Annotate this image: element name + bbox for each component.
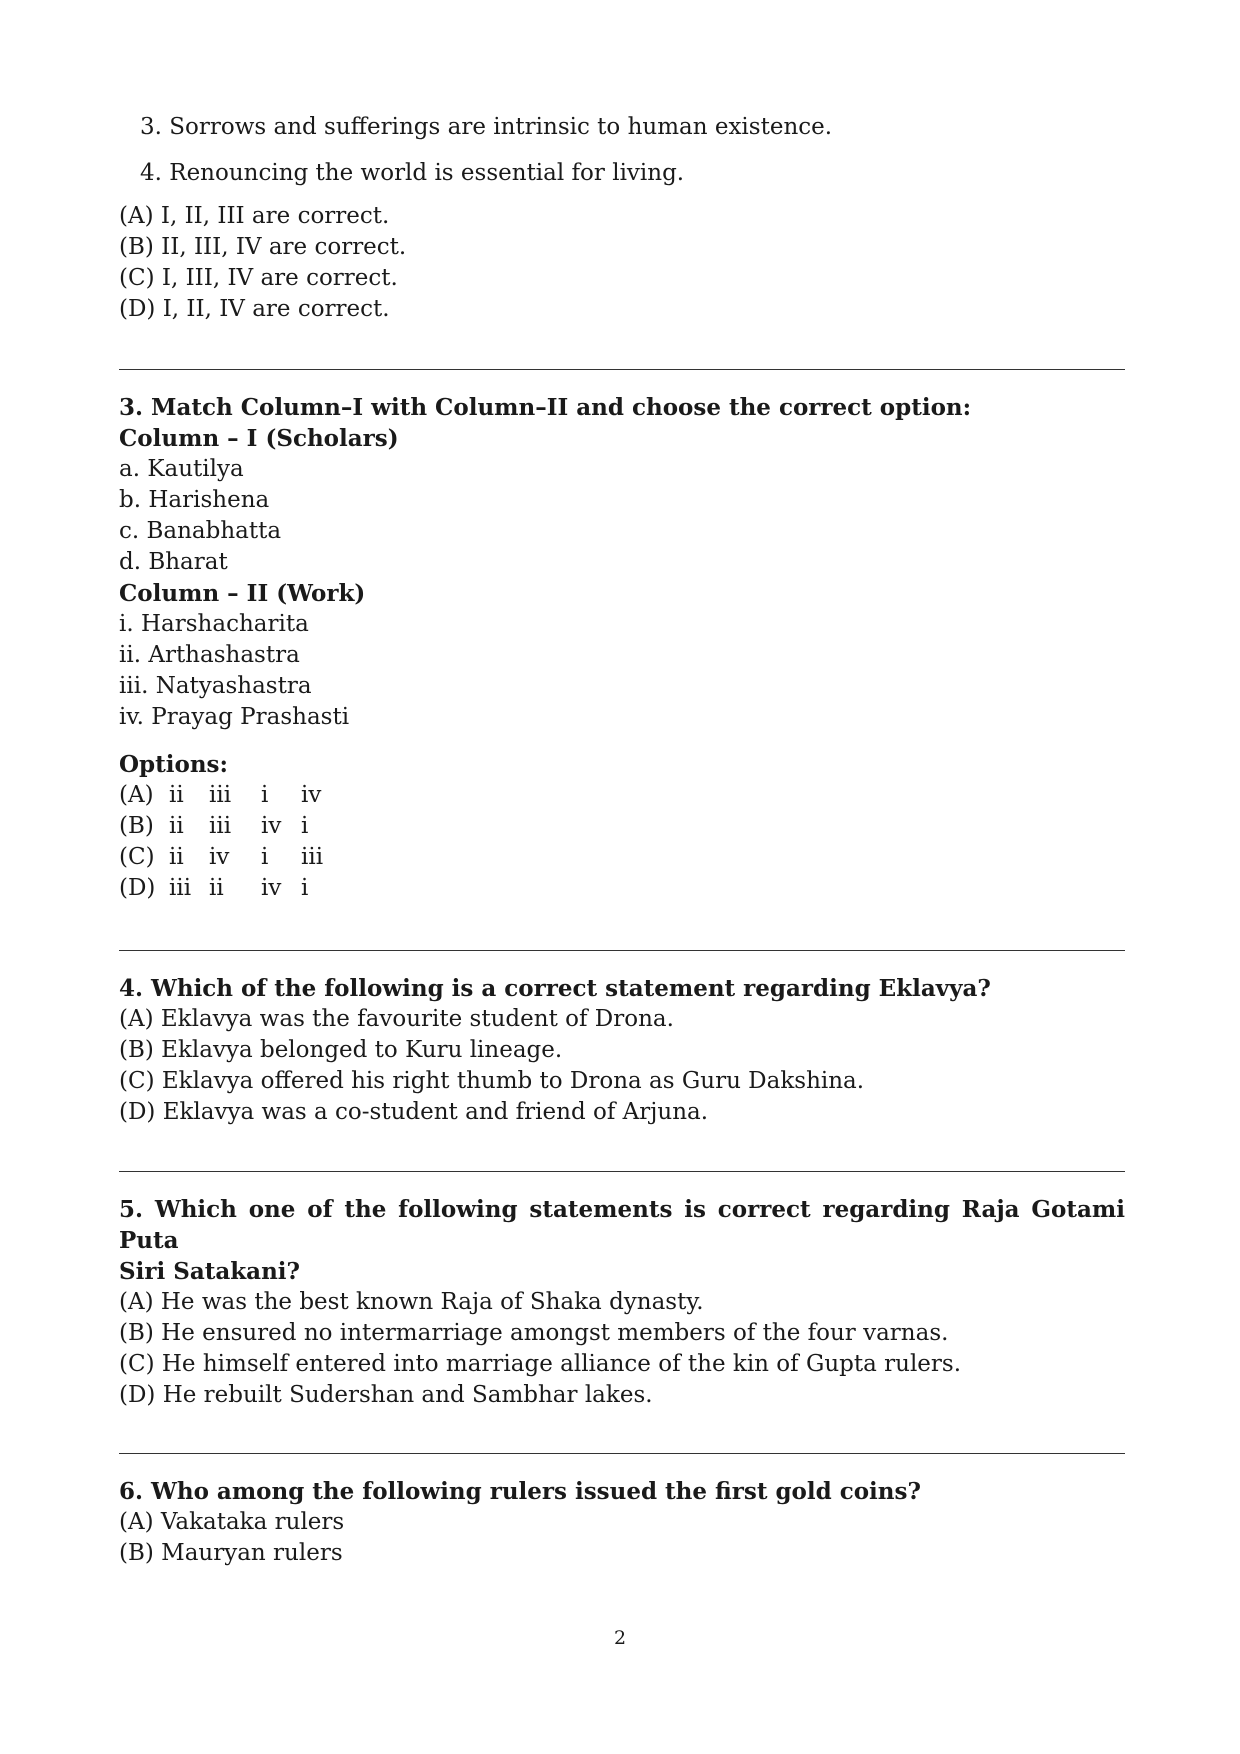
q5-title-line1: 5. Which one of the following statements is correct regarding Raja Gotami Puta [119, 1196, 1125, 1254]
q3-col1-item-a: a. Kautilya [119, 456, 244, 482]
q3-option-cell: iv [261, 875, 282, 901]
q3-options-heading: Options: [119, 751, 228, 778]
q3-option-cell: iv [209, 844, 230, 870]
q3-option-label: (D) [119, 875, 156, 901]
q4-title: 4. Which of the following is a correct statement regarding Eklavya? [119, 975, 991, 1002]
q3-option-cell: ii [169, 844, 184, 870]
q3-option-label: (A) [119, 782, 154, 808]
q5-option-a: (A) He was the best known Raja of Shaka dynasty. [119, 1289, 704, 1315]
q2-option-c: (C) I, III, IV are correct. [119, 265, 398, 291]
q5-option-d: (D) He rebuilt Sudershan and Sambhar lakes. [119, 1382, 653, 1408]
q5-option-c: (C) He himself entered into marriage alliance of the kin of Gupta rulers. [119, 1351, 962, 1377]
page-content [119, 112, 1125, 1569]
q5-title-line2: Siri Satakani? [119, 1258, 301, 1285]
q3-col2-item-i: i. Harshacharita [119, 611, 309, 637]
q3-col1-heading: Column – I (Scholars) [119, 425, 399, 452]
q3-col2-item-iv: iv. Prayag Prashasti [119, 704, 350, 730]
q4-option-b: (B) Eklavya belonged to Kuru lineage. [119, 1037, 563, 1063]
q3-option-cell: i [261, 782, 269, 808]
q3-col1-item-b: b. Harishena [119, 487, 270, 513]
statement-3: 3. Sorrows and sufferings are intrinsic to human existence. [140, 114, 833, 140]
q3-option-cell: iv [301, 782, 322, 808]
q3-option-cell: iii [209, 782, 232, 808]
question-6 [119, 1476, 1125, 1569]
q3-title: 3. Match Column–I with Column–II and choose the correct option: [119, 394, 972, 421]
page-number: 2 [613, 1627, 627, 1649]
q5-option-b: (B) He ensured no intermarriage amongst members of the four varnas. [119, 1320, 949, 1346]
q3-option-cell: ii [209, 875, 224, 901]
q3-option-cell: ii [169, 813, 184, 839]
q3-option-label: (C) [119, 844, 155, 870]
q3-option-cell: iv [261, 813, 282, 839]
q3-col1-item-d: d. Bharat [119, 549, 228, 575]
q3-col2-heading: Column – II (Work) [119, 580, 366, 607]
q6-option-b: (B) Mauryan rulers [119, 1540, 343, 1566]
question-5 [119, 1194, 1125, 1411]
q6-title: 6. Who among the following rulers issued the first gold coins? [119, 1478, 921, 1505]
q4-option-d: (D) Eklavya was a co-student and friend of Arjuna. [119, 1099, 709, 1125]
q2-option-b: (B) II, III, IV are correct. [119, 234, 407, 260]
q3-option-cell: i [301, 813, 309, 839]
q2-continued [119, 112, 1125, 325]
statement-4: 4. Renouncing the world is essential for living. [140, 160, 685, 186]
q3-option-cell: i [261, 844, 269, 870]
q4-option-c: (C) Eklavya offered his right thumb to Drona as Guru Dakshina. [119, 1068, 865, 1094]
q3-option-cell: i [301, 875, 309, 901]
question-3 [119, 392, 1125, 904]
q3-option-cell: iii [301, 844, 324, 870]
q4-option-a: (A) Eklavya was the favourite student of Drona. [119, 1006, 674, 1032]
q6-option-a: (A) Vakataka rulers [119, 1509, 345, 1535]
q3-col1-item-c: c. Banabhatta [119, 518, 282, 544]
q3-option-cell: iii [169, 875, 192, 901]
q3-option-cell: iii [209, 813, 232, 839]
q3-option-cell: ii [169, 782, 184, 808]
q3-options-grid [119, 780, 1125, 904]
q3-option-label: (B) [119, 813, 154, 839]
q3-col2-item-ii: ii. Arthashastra [119, 642, 300, 668]
q2-option-d: (D) I, II, IV are correct. [119, 296, 390, 322]
question-4 [119, 973, 1125, 1128]
q2-option-a: (A) I, II, III are correct. [119, 203, 390, 229]
q3-col2-item-iii: iii. Natyashastra [119, 673, 312, 699]
